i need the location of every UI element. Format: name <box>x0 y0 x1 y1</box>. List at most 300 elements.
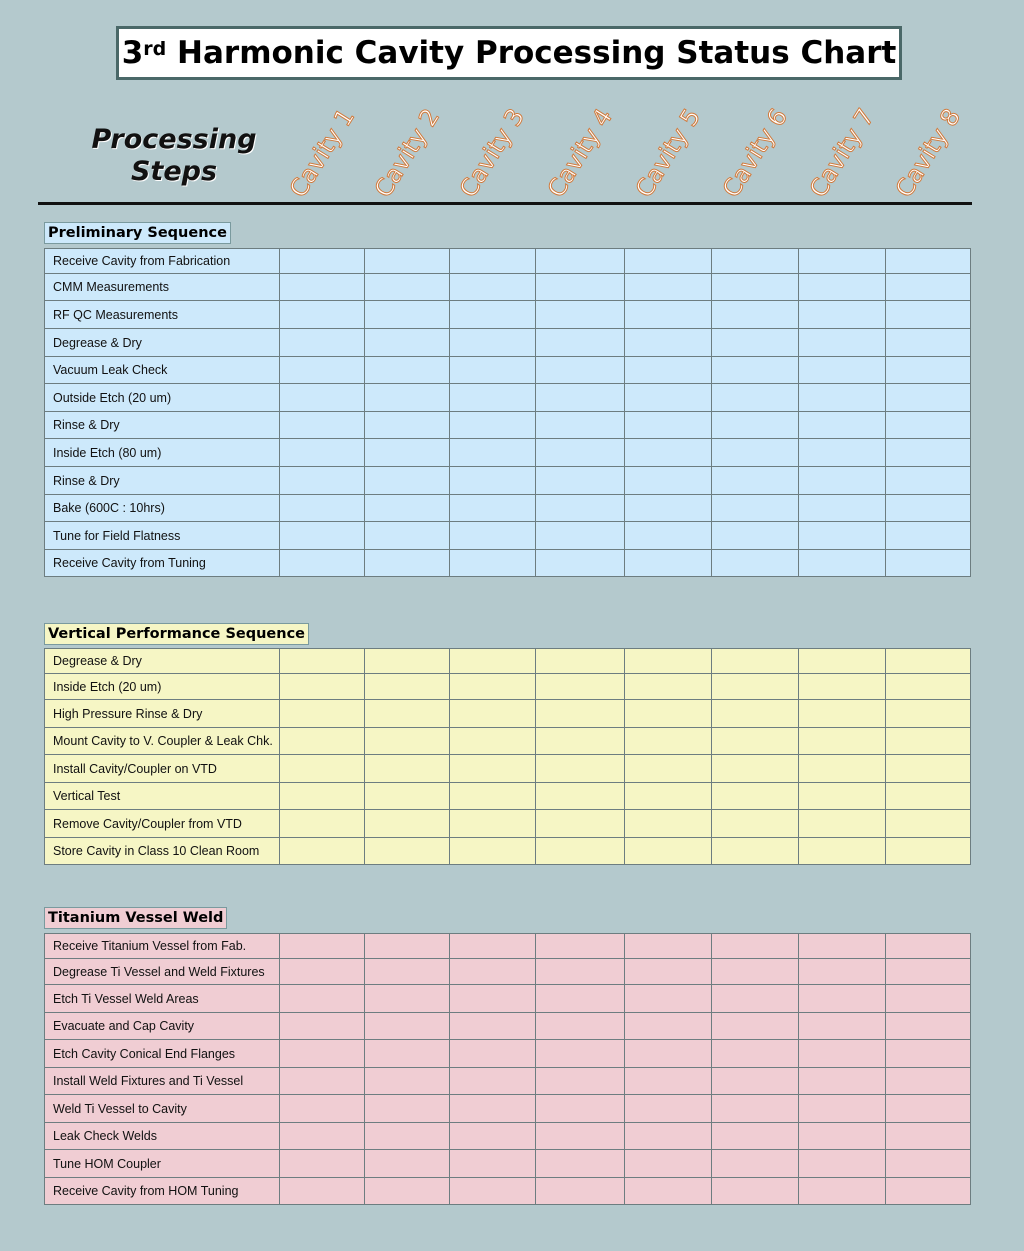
status-cell-cavity-6[interactable] <box>712 329 799 357</box>
status-cell-cavity-8[interactable] <box>886 495 971 522</box>
status-cell-cavity-2[interactable] <box>365 249 450 274</box>
status-cell-cavity-8[interactable] <box>886 674 971 700</box>
status-cell-cavity-8[interactable] <box>886 550 971 577</box>
status-cell-cavity-2[interactable] <box>365 439 450 467</box>
status-cell-cavity-4[interactable] <box>536 674 625 700</box>
status-cell-cavity-5[interactable] <box>625 439 712 467</box>
status-cell-cavity-4[interactable] <box>536 384 625 412</box>
status-cell-cavity-8[interactable] <box>886 301 971 329</box>
status-cell-cavity-5[interactable] <box>625 959 712 985</box>
status-cell-cavity-6[interactable] <box>712 1150 799 1178</box>
status-cell-cavity-6[interactable] <box>712 1178 799 1205</box>
status-cell-cavity-4[interactable] <box>536 1178 625 1205</box>
status-cell-cavity-8[interactable] <box>886 985 971 1013</box>
status-cell-cavity-7[interactable] <box>799 649 886 674</box>
status-table-3 <box>44 933 971 1205</box>
step-name-cell: Install Cavity/Coupler on VTD <box>45 755 280 783</box>
status-cell-cavity-3[interactable] <box>450 810 536 838</box>
status-cell-cavity-6[interactable] <box>712 384 799 412</box>
status-cell-cavity-8[interactable] <box>886 1178 971 1205</box>
status-cell-cavity-3[interactable] <box>450 412 536 439</box>
step-name-cell: Mount Cavity to V. Coupler & Leak Chk. <box>45 728 280 755</box>
status-cell-cavity-4[interactable] <box>536 649 625 674</box>
table-row <box>45 649 971 674</box>
status-cell-cavity-6[interactable] <box>712 934 799 959</box>
status-cell-cavity-1[interactable] <box>280 1178 365 1205</box>
status-cell-cavity-5[interactable] <box>625 783 712 810</box>
status-cell-cavity-8[interactable] <box>886 1068 971 1095</box>
status-cell-cavity-7[interactable] <box>799 522 886 550</box>
status-cell-cavity-2[interactable] <box>365 700 450 728</box>
status-cell-cavity-6[interactable] <box>712 1068 799 1095</box>
status-cell-cavity-2[interactable] <box>365 522 450 550</box>
status-cell-cavity-2[interactable] <box>365 674 450 700</box>
status-cell-cavity-3[interactable] <box>450 301 536 329</box>
status-cell-cavity-7[interactable] <box>799 783 886 810</box>
status-cell-cavity-1[interactable] <box>280 1150 365 1178</box>
status-cell-cavity-4[interactable] <box>536 357 625 384</box>
status-cell-cavity-5[interactable] <box>625 329 712 357</box>
step-name-cell: Etch Cavity Conical End Flanges <box>45 1040 280 1068</box>
page-title <box>116 26 902 80</box>
status-cell-cavity-8[interactable] <box>886 728 971 755</box>
status-cell-cavity-2[interactable] <box>365 1040 450 1068</box>
table-row <box>45 439 971 467</box>
status-cell-cavity-3[interactable] <box>450 1013 536 1040</box>
step-name-cell: Weld Ti Vessel to Cavity <box>45 1095 280 1123</box>
section-title-2: Vertical Performance Sequence <box>44 623 309 645</box>
status-cell-cavity-5[interactable] <box>625 274 712 301</box>
status-cell-cavity-5[interactable] <box>625 1040 712 1068</box>
table-row <box>45 274 971 301</box>
status-cell-cavity-1[interactable] <box>280 550 365 577</box>
status-cell-cavity-7[interactable] <box>799 439 886 467</box>
status-cell-cavity-1[interactable] <box>280 1068 365 1095</box>
status-cell-cavity-5[interactable] <box>625 810 712 838</box>
status-cell-cavity-2[interactable] <box>365 301 450 329</box>
status-cell-cavity-4[interactable] <box>536 1068 625 1095</box>
status-cell-cavity-2[interactable] <box>365 384 450 412</box>
status-cell-cavity-7[interactable] <box>799 495 886 522</box>
status-cell-cavity-5[interactable] <box>625 1150 712 1178</box>
status-cell-cavity-4[interactable] <box>536 550 625 577</box>
status-cell-cavity-8[interactable] <box>886 467 971 495</box>
step-name-cell: RF QC Measurements <box>45 301 280 329</box>
cavity-header-1: Cavity 1 <box>283 103 360 203</box>
status-cell-cavity-5[interactable] <box>625 301 712 329</box>
status-cell-cavity-2[interactable] <box>365 274 450 301</box>
status-cell-cavity-4[interactable] <box>536 301 625 329</box>
cavity-header-3: Cavity 3 <box>453 103 531 203</box>
table-row <box>45 1150 971 1178</box>
status-cell-cavity-4[interactable] <box>536 755 625 783</box>
status-cell-cavity-6[interactable] <box>712 1095 799 1123</box>
status-cell-cavity-3[interactable] <box>450 384 536 412</box>
status-cell-cavity-3[interactable] <box>450 550 536 577</box>
status-cell-cavity-3[interactable] <box>450 1068 536 1095</box>
table-row <box>45 959 971 985</box>
status-cell-cavity-6[interactable] <box>712 301 799 329</box>
step-name-cell: Rinse & Dry <box>45 467 280 495</box>
status-cell-cavity-1[interactable] <box>280 959 365 985</box>
cavity-header-6: Cavity 6 <box>716 103 793 203</box>
status-cell-cavity-3[interactable] <box>450 755 536 783</box>
status-cell-cavity-7[interactable] <box>799 728 886 755</box>
status-cell-cavity-7[interactable] <box>799 249 886 274</box>
status-cell-cavity-8[interactable] <box>886 1123 971 1150</box>
status-cell-cavity-4[interactable] <box>536 728 625 755</box>
status-cell-cavity-3[interactable] <box>450 649 536 674</box>
step-name-cell: Inside Etch (80 um) <box>45 439 280 467</box>
status-cell-cavity-1[interactable] <box>280 495 365 522</box>
status-cell-cavity-6[interactable] <box>712 755 799 783</box>
status-cell-cavity-2[interactable] <box>365 985 450 1013</box>
step-name-cell: Degrease Ti Vessel and Weld Fixtures <box>45 959 280 985</box>
status-cell-cavity-3[interactable] <box>450 1150 536 1178</box>
status-cell-cavity-2[interactable] <box>365 1178 450 1205</box>
status-cell-cavity-1[interactable] <box>280 674 365 700</box>
step-name-cell: Receive Cavity from Tuning <box>45 550 280 577</box>
status-cell-cavity-3[interactable] <box>450 838 536 865</box>
section-title-3: Titanium Vessel Weld <box>44 907 227 929</box>
status-cell-cavity-2[interactable] <box>365 959 450 985</box>
table-row <box>45 412 971 439</box>
status-cell-cavity-4[interactable] <box>536 412 625 439</box>
status-cell-cavity-3[interactable] <box>450 249 536 274</box>
status-cell-cavity-2[interactable] <box>365 1123 450 1150</box>
table-row <box>45 1123 971 1150</box>
status-cell-cavity-2[interactable] <box>365 783 450 810</box>
section-title-1: Preliminary Sequence <box>44 222 231 244</box>
status-cell-cavity-1[interactable] <box>280 1123 365 1150</box>
title-rest: Harmonic Cavity Processing Status Chart <box>166 35 897 71</box>
status-cell-cavity-4[interactable] <box>536 249 625 274</box>
cavity-header-8: Cavity 8 <box>889 103 966 203</box>
status-cell-cavity-3[interactable] <box>450 329 536 357</box>
table-row <box>45 700 971 728</box>
cavity-header-7: Cavity 7 <box>803 103 880 203</box>
status-cell-cavity-1[interactable] <box>280 412 365 439</box>
status-cell-cavity-6[interactable] <box>712 357 799 384</box>
status-cell-cavity-2[interactable] <box>365 1013 450 1040</box>
status-cell-cavity-4[interactable] <box>536 810 625 838</box>
status-cell-cavity-6[interactable] <box>712 1123 799 1150</box>
status-cell-cavity-6[interactable] <box>712 522 799 550</box>
table-row <box>45 810 971 838</box>
step-name-cell: Vacuum Leak Check <box>45 357 280 384</box>
status-cell-cavity-4[interactable] <box>536 1150 625 1178</box>
status-cell-cavity-7[interactable] <box>799 1178 886 1205</box>
status-cell-cavity-8[interactable] <box>886 700 971 728</box>
table-row <box>45 522 971 550</box>
status-cell-cavity-1[interactable] <box>280 934 365 959</box>
status-cell-cavity-4[interactable] <box>536 959 625 985</box>
status-cell-cavity-4[interactable] <box>536 467 625 495</box>
status-cell-cavity-4[interactable] <box>536 522 625 550</box>
status-cell-cavity-2[interactable] <box>365 495 450 522</box>
status-cell-cavity-2[interactable] <box>365 1150 450 1178</box>
status-cell-cavity-7[interactable] <box>799 838 886 865</box>
status-cell-cavity-2[interactable] <box>365 649 450 674</box>
status-cell-cavity-1[interactable] <box>280 649 365 674</box>
table-row <box>45 1013 971 1040</box>
status-cell-cavity-8[interactable] <box>886 1150 971 1178</box>
status-cell-cavity-6[interactable] <box>712 249 799 274</box>
status-cell-cavity-7[interactable] <box>799 674 886 700</box>
status-cell-cavity-5[interactable] <box>625 522 712 550</box>
status-cell-cavity-6[interactable] <box>712 1013 799 1040</box>
status-cell-cavity-1[interactable] <box>280 783 365 810</box>
status-cell-cavity-2[interactable] <box>365 810 450 838</box>
status-cell-cavity-5[interactable] <box>625 1068 712 1095</box>
status-cell-cavity-8[interactable] <box>886 959 971 985</box>
status-cell-cavity-5[interactable] <box>625 550 712 577</box>
status-cell-cavity-3[interactable] <box>450 700 536 728</box>
status-cell-cavity-4[interactable] <box>536 329 625 357</box>
status-cell-cavity-8[interactable] <box>886 522 971 550</box>
status-cell-cavity-3[interactable] <box>450 467 536 495</box>
status-cell-cavity-7[interactable] <box>799 412 886 439</box>
table-row <box>45 934 971 959</box>
status-cell-cavity-5[interactable] <box>625 649 712 674</box>
status-cell-cavity-2[interactable] <box>365 934 450 959</box>
table-row <box>45 384 971 412</box>
status-cell-cavity-1[interactable] <box>280 274 365 301</box>
status-cell-cavity-8[interactable] <box>886 439 971 467</box>
status-cell-cavity-1[interactable] <box>280 384 365 412</box>
step-name-cell: Rinse & Dry <box>45 412 280 439</box>
status-cell-cavity-1[interactable] <box>280 357 365 384</box>
table-row <box>45 838 971 865</box>
status-cell-cavity-7[interactable] <box>799 329 886 357</box>
status-cell-cavity-4[interactable] <box>536 439 625 467</box>
status-cell-cavity-7[interactable] <box>799 934 886 959</box>
status-cell-cavity-5[interactable] <box>625 249 712 274</box>
step-name-cell: Leak Check Welds <box>45 1123 280 1150</box>
status-cell-cavity-1[interactable] <box>280 249 365 274</box>
status-cell-cavity-3[interactable] <box>450 495 536 522</box>
status-cell-cavity-7[interactable] <box>799 1150 886 1178</box>
status-cell-cavity-7[interactable] <box>799 755 886 783</box>
status-cell-cavity-2[interactable] <box>365 467 450 495</box>
status-cell-cavity-5[interactable] <box>625 1095 712 1123</box>
cavity-header-4: Cavity 4 <box>541 103 618 203</box>
status-cell-cavity-6[interactable] <box>712 838 799 865</box>
status-cell-cavity-1[interactable] <box>280 522 365 550</box>
processing-steps-heading-line-2: Steps <box>130 156 218 187</box>
status-cell-cavity-6[interactable] <box>712 1040 799 1068</box>
status-cell-cavity-8[interactable] <box>886 274 971 301</box>
status-cell-cavity-2[interactable] <box>365 550 450 577</box>
status-cell-cavity-3[interactable] <box>450 357 536 384</box>
status-cell-cavity-1[interactable] <box>280 985 365 1013</box>
status-cell-cavity-1[interactable] <box>280 1040 365 1068</box>
status-cell-cavity-4[interactable] <box>536 1123 625 1150</box>
status-cell-cavity-1[interactable] <box>280 301 365 329</box>
status-cell-cavity-5[interactable] <box>625 1013 712 1040</box>
status-cell-cavity-8[interactable] <box>886 1040 971 1068</box>
status-cell-cavity-8[interactable] <box>886 783 971 810</box>
table-row <box>45 249 971 274</box>
step-name-cell: Receive Cavity from Fabrication <box>45 249 280 274</box>
status-cell-cavity-6[interactable] <box>712 495 799 522</box>
status-cell-cavity-3[interactable] <box>450 985 536 1013</box>
table-row <box>45 755 971 783</box>
status-cell-cavity-2[interactable] <box>365 728 450 755</box>
step-name-cell: Degrease & Dry <box>45 329 280 357</box>
step-name-cell: Degrease & Dry <box>45 649 280 674</box>
status-cell-cavity-3[interactable] <box>450 728 536 755</box>
status-cell-cavity-6[interactable] <box>712 674 799 700</box>
table-row <box>45 495 971 522</box>
status-cell-cavity-2[interactable] <box>365 838 450 865</box>
processing-steps-heading-line-1: Processing <box>91 124 257 155</box>
status-cell-cavity-6[interactable] <box>712 810 799 838</box>
status-cell-cavity-7[interactable] <box>799 959 886 985</box>
status-cell-cavity-1[interactable] <box>280 467 365 495</box>
status-cell-cavity-8[interactable] <box>886 329 971 357</box>
status-cell-cavity-1[interactable] <box>280 810 365 838</box>
status-cell-cavity-3[interactable] <box>450 783 536 810</box>
step-name-cell: Receive Cavity from HOM Tuning <box>45 1178 280 1205</box>
status-cell-cavity-3[interactable] <box>450 439 536 467</box>
status-cell-cavity-4[interactable] <box>536 274 625 301</box>
status-cell-cavity-7[interactable] <box>799 1013 886 1040</box>
status-cell-cavity-6[interactable] <box>712 728 799 755</box>
status-cell-cavity-6[interactable] <box>712 959 799 985</box>
status-cell-cavity-1[interactable] <box>280 838 365 865</box>
status-cell-cavity-6[interactable] <box>712 700 799 728</box>
status-cell-cavity-7[interactable] <box>799 1095 886 1123</box>
status-cell-cavity-6[interactable] <box>712 649 799 674</box>
table-row <box>45 550 971 577</box>
status-cell-cavity-1[interactable] <box>280 1095 365 1123</box>
status-cell-cavity-5[interactable] <box>625 1178 712 1205</box>
step-name-cell: Evacuate and Cap Cavity <box>45 1013 280 1040</box>
status-cell-cavity-4[interactable] <box>536 1095 625 1123</box>
status-cell-cavity-6[interactable] <box>712 985 799 1013</box>
status-cell-cavity-2[interactable] <box>365 1095 450 1123</box>
status-cell-cavity-7[interactable] <box>799 550 886 577</box>
status-cell-cavity-1[interactable] <box>280 1013 365 1040</box>
status-cell-cavity-1[interactable] <box>280 728 365 755</box>
status-cell-cavity-2[interactable] <box>365 1068 450 1095</box>
status-cell-cavity-1[interactable] <box>280 700 365 728</box>
status-cell-cavity-6[interactable] <box>712 412 799 439</box>
status-cell-cavity-7[interactable] <box>799 274 886 301</box>
status-cell-cavity-5[interactable] <box>625 467 712 495</box>
status-cell-cavity-5[interactable] <box>625 412 712 439</box>
status-cell-cavity-6[interactable] <box>712 467 799 495</box>
status-cell-cavity-6[interactable] <box>712 550 799 577</box>
status-cell-cavity-7[interactable] <box>799 1040 886 1068</box>
step-name-cell: High Pressure Rinse & Dry <box>45 700 280 728</box>
status-cell-cavity-3[interactable] <box>450 274 536 301</box>
status-cell-cavity-8[interactable] <box>886 755 971 783</box>
status-cell-cavity-5[interactable] <box>625 357 712 384</box>
status-cell-cavity-3[interactable] <box>450 522 536 550</box>
table-row <box>45 467 971 495</box>
table-row <box>45 1178 971 1205</box>
table-row <box>45 728 971 755</box>
status-cell-cavity-5[interactable] <box>625 755 712 783</box>
status-cell-cavity-5[interactable] <box>625 674 712 700</box>
status-cell-cavity-8[interactable] <box>886 249 971 274</box>
status-cell-cavity-1[interactable] <box>280 755 365 783</box>
status-cell-cavity-7[interactable] <box>799 810 886 838</box>
status-cell-cavity-8[interactable] <box>886 810 971 838</box>
status-cell-cavity-4[interactable] <box>536 495 625 522</box>
status-cell-cavity-8[interactable] <box>886 384 971 412</box>
status-cell-cavity-3[interactable] <box>450 1178 536 1205</box>
status-cell-cavity-3[interactable] <box>450 1040 536 1068</box>
status-cell-cavity-8[interactable] <box>886 649 971 674</box>
status-cell-cavity-8[interactable] <box>886 1013 971 1040</box>
status-cell-cavity-8[interactable] <box>886 412 971 439</box>
status-cell-cavity-5[interactable] <box>625 934 712 959</box>
status-cell-cavity-7[interactable] <box>799 1123 886 1150</box>
status-cell-cavity-3[interactable] <box>450 934 536 959</box>
status-cell-cavity-2[interactable] <box>365 755 450 783</box>
status-cell-cavity-2[interactable] <box>365 412 450 439</box>
status-cell-cavity-7[interactable] <box>799 700 886 728</box>
status-table-1 <box>44 248 971 577</box>
status-cell-cavity-5[interactable] <box>625 700 712 728</box>
status-cell-cavity-7[interactable] <box>799 357 886 384</box>
status-cell-cavity-5[interactable] <box>625 384 712 412</box>
status-cell-cavity-3[interactable] <box>450 1123 536 1150</box>
status-cell-cavity-7[interactable] <box>799 384 886 412</box>
status-cell-cavity-6[interactable] <box>712 439 799 467</box>
status-cell-cavity-8[interactable] <box>886 1095 971 1123</box>
title-main: 3 <box>121 35 144 71</box>
status-cell-cavity-2[interactable] <box>365 329 450 357</box>
status-cell-cavity-7[interactable] <box>799 985 886 1013</box>
status-cell-cavity-4[interactable] <box>536 700 625 728</box>
status-cell-cavity-4[interactable] <box>536 783 625 810</box>
status-cell-cavity-6[interactable] <box>712 274 799 301</box>
status-cell-cavity-4[interactable] <box>536 838 625 865</box>
title-superscript: rd <box>143 38 167 60</box>
status-cell-cavity-7[interactable] <box>799 301 886 329</box>
status-cell-cavity-5[interactable] <box>625 985 712 1013</box>
status-cell-cavity-3[interactable] <box>450 1095 536 1123</box>
step-name-cell: Remove Cavity/Coupler from VTD <box>45 810 280 838</box>
status-cell-cavity-4[interactable] <box>536 1013 625 1040</box>
status-cell-cavity-4[interactable] <box>536 934 625 959</box>
status-cell-cavity-2[interactable] <box>365 357 450 384</box>
step-name-cell: Inside Etch (20 um) <box>45 674 280 700</box>
status-cell-cavity-3[interactable] <box>450 674 536 700</box>
status-table-2 <box>44 648 971 865</box>
status-cell-cavity-5[interactable] <box>625 728 712 755</box>
status-cell-cavity-1[interactable] <box>280 439 365 467</box>
status-cell-cavity-4[interactable] <box>536 985 625 1013</box>
status-cell-cavity-4[interactable] <box>536 1040 625 1068</box>
status-cell-cavity-5[interactable] <box>625 838 712 865</box>
status-cell-cavity-7[interactable] <box>799 1068 886 1095</box>
status-cell-cavity-8[interactable] <box>886 357 971 384</box>
status-cell-cavity-8[interactable] <box>886 934 971 959</box>
status-cell-cavity-8[interactable] <box>886 838 971 865</box>
status-cell-cavity-5[interactable] <box>625 495 712 522</box>
status-cell-cavity-7[interactable] <box>799 467 886 495</box>
status-cell-cavity-5[interactable] <box>625 1123 712 1150</box>
table-row <box>45 301 971 329</box>
status-cell-cavity-6[interactable] <box>712 783 799 810</box>
status-cell-cavity-1[interactable] <box>280 329 365 357</box>
status-cell-cavity-3[interactable] <box>450 959 536 985</box>
